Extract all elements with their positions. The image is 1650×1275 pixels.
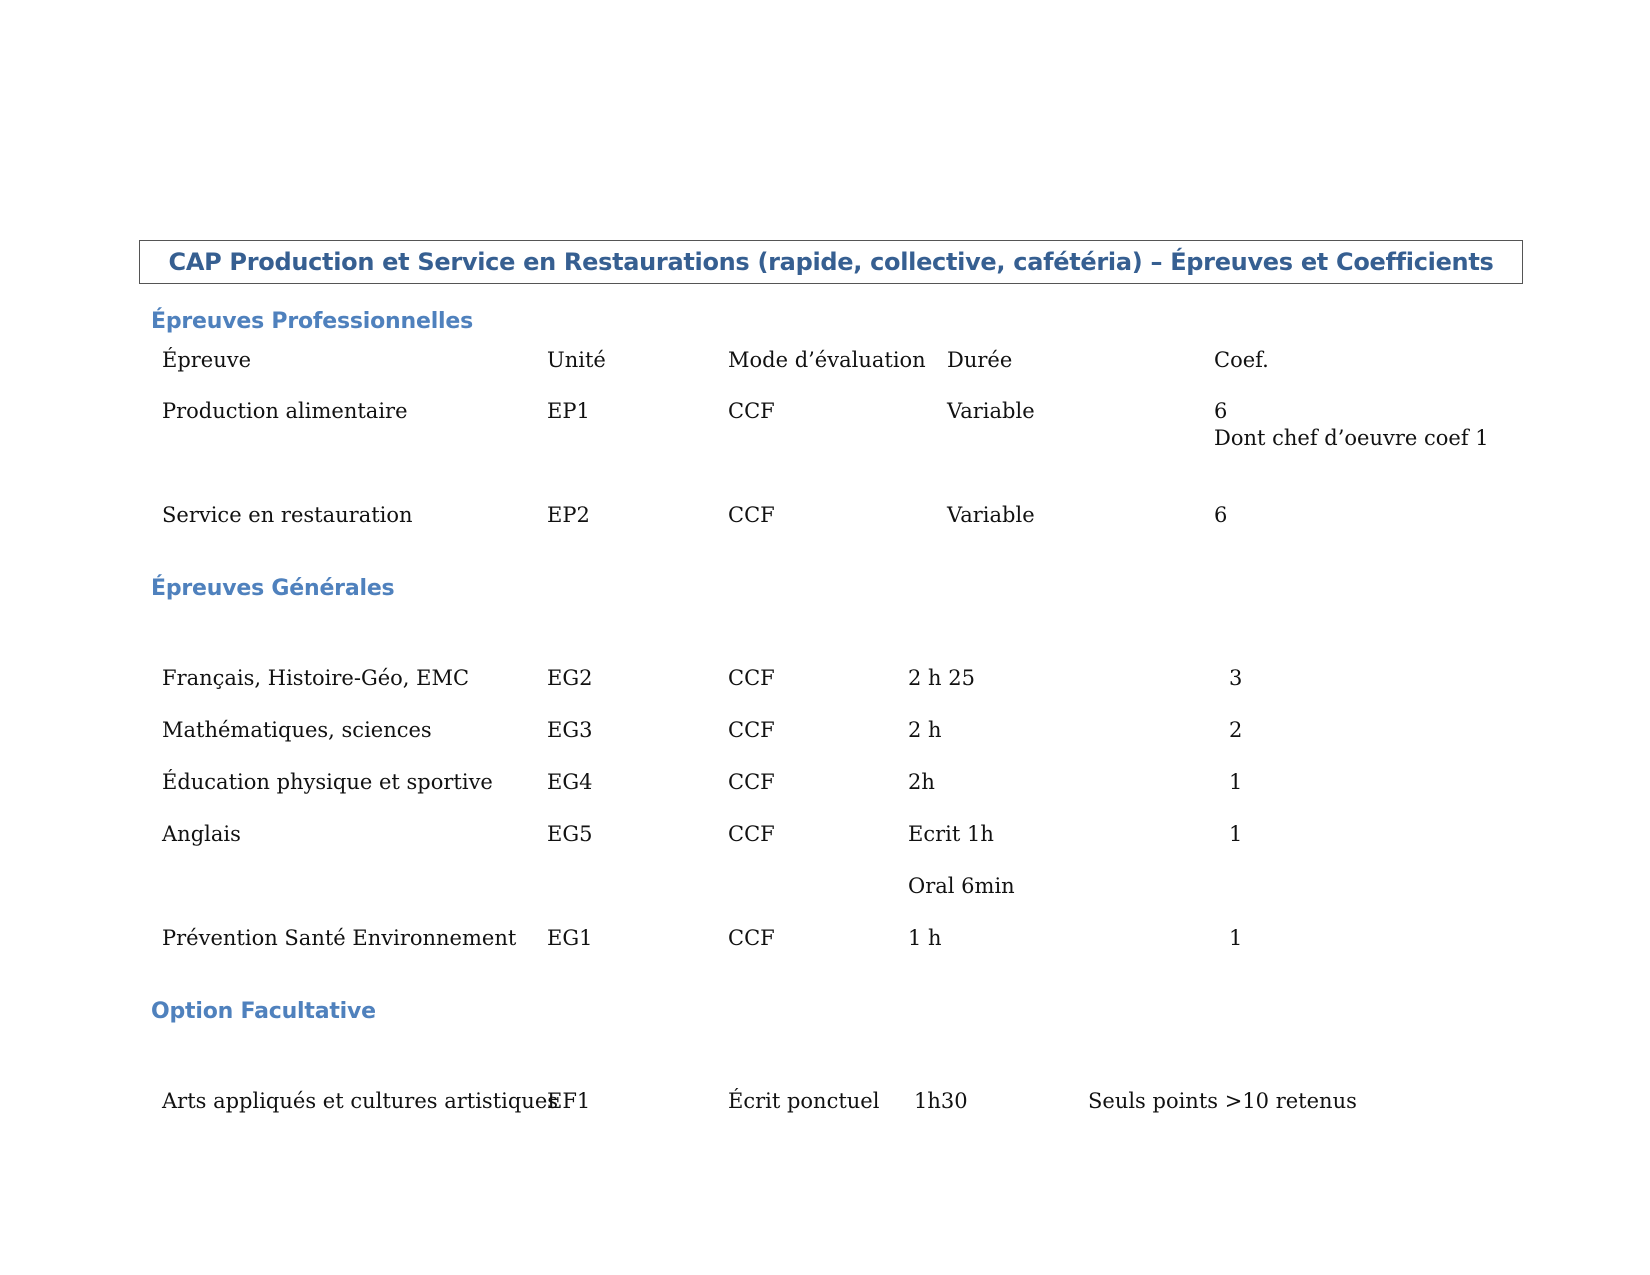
cell-epreuve: Service en restauration xyxy=(162,503,413,527)
header-epreuve: Épreuve xyxy=(162,348,252,372)
cell-epreuve: Prévention Santé Environnement xyxy=(162,926,517,950)
cell-coef-note: Dont chef d’oeuvre coef 1 xyxy=(1214,426,1489,450)
cell-mode: Écrit ponctuel xyxy=(728,1089,880,1113)
cell-duree: Variable xyxy=(947,503,1035,527)
cell-duree: 1h30 xyxy=(914,1089,968,1113)
cell-note: Seuls points >10 retenus xyxy=(1088,1089,1357,1113)
cell-mode: CCF xyxy=(728,666,775,690)
cell-unite: EG5 xyxy=(547,822,593,846)
header-coef: Coef. xyxy=(1214,348,1269,372)
cell-unite: EG3 xyxy=(547,718,593,742)
cell-duree: 2h xyxy=(908,770,935,794)
cell-mode: CCF xyxy=(728,926,775,950)
cell-coef: 2 xyxy=(1229,718,1243,742)
section-heading-generales: Épreuves Générales xyxy=(151,576,395,601)
cell-unite: EG1 xyxy=(547,926,593,950)
title-box xyxy=(139,240,1523,284)
header-duree: Durée xyxy=(947,348,1013,372)
cell-epreuve: Mathématiques, sciences xyxy=(162,718,432,742)
cell-coef: 6 xyxy=(1214,399,1228,423)
cell-mode: CCF xyxy=(728,718,775,742)
header-unite: Unité xyxy=(547,348,606,372)
cell-mode: CCF xyxy=(728,770,775,794)
section-heading-option: Option Facultative xyxy=(151,999,376,1024)
cell-mode: CCF xyxy=(728,503,775,527)
cell-duree: Ecrit 1h xyxy=(908,822,994,846)
cell-unite: EP1 xyxy=(547,399,590,423)
cell-epreuve: Français, Histoire-Géo, EMC xyxy=(162,666,470,690)
cell-unite: EG2 xyxy=(547,666,593,690)
cell-unite: EG4 xyxy=(547,770,593,794)
header-mode: Mode d’évaluation xyxy=(728,348,926,372)
cell-coef: 1 xyxy=(1229,770,1243,794)
cell-coef: 1 xyxy=(1229,822,1243,846)
cell-epreuve: Anglais xyxy=(162,822,241,846)
cell-duree: 1 h xyxy=(908,926,942,950)
cell-coef: 3 xyxy=(1229,666,1243,690)
document-title: CAP Production et Service en Restaurations (rapide, collective, cafétéria) – Épreuves et Coefficients xyxy=(168,248,1494,276)
cell-unite: EF1 xyxy=(547,1089,591,1113)
cell-epreuve: Arts appliqués et cultures artistiques xyxy=(162,1089,559,1113)
cell-duree-oral: Oral 6min xyxy=(908,874,1015,898)
cell-mode: CCF xyxy=(728,399,775,423)
cell-epreuve: Production alimentaire xyxy=(162,399,408,423)
cell-coef: 1 xyxy=(1229,926,1243,950)
cell-unite: EP2 xyxy=(547,503,590,527)
cell-duree: 2 h xyxy=(908,718,942,742)
cell-coef: 6 xyxy=(1214,503,1228,527)
cell-duree: 2 h 25 xyxy=(908,666,975,690)
cell-mode: CCF xyxy=(728,822,775,846)
cell-epreuve: Éducation physique et sportive xyxy=(162,770,493,794)
cell-duree: Variable xyxy=(947,399,1035,423)
section-heading-professionnelles: Épreuves Professionnelles xyxy=(151,309,473,334)
